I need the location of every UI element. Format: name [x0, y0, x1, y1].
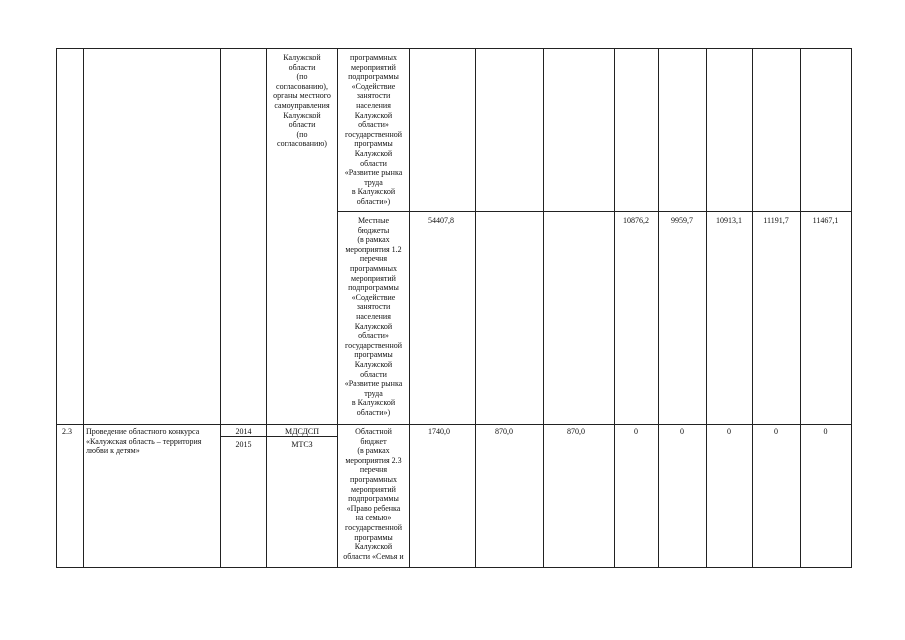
local-value-2017: 9959,7 [671, 216, 693, 225]
item-value-2015: 870,0 [567, 427, 585, 436]
item-year-start: 2014 [235, 427, 252, 436]
item-title: Проведение областного конкурса «Калужская область – территория любви к детям» [86, 427, 202, 456]
item-value-2014: 870,0 [495, 427, 513, 436]
item-value-2020: 0 [823, 427, 828, 436]
item-value-2018: 0 [727, 427, 731, 436]
local-value-2016: 10876,2 [623, 216, 649, 225]
item-funding-source: Областной бюджет (в рамках мероприятия 2.3 перечня программных мероприятий подпрограммы «Право ребенка на семью» государственной программы Калужской области «Семья и [343, 427, 404, 561]
item-org-secondary: МТСЗ [291, 440, 313, 449]
local-value-2019: 11191,7 [763, 216, 789, 225]
funding-source-local-budgets: Местные бюджеты (в рамках мероприятия 1.2 перечня программных мероприятий подпрограммы «Содействие занятости населения Калужской области» государственной программы Калужской области «Развитие рынка труда в Калужской области») [344, 216, 403, 417]
org-continuation-text: Калужской области (по согласованию), органы местного самоуправления Калужской области (по согласованию) [273, 53, 331, 149]
item-number: 2.3 [62, 427, 72, 436]
funding-source-continuation: программных мероприятий подпрограммы «Содействие занятости населения Калужской области» государственной программы Калужской области «Развитие рынка труда в Калужской области») [344, 53, 403, 206]
item-year-end: 2015 [235, 440, 252, 449]
local-value-2018: 10913,1 [716, 216, 742, 225]
local-total-value: 54407,8 [428, 216, 454, 225]
item-value-2019: 0 [774, 427, 778, 436]
item-value-2016: 0 [634, 427, 638, 436]
item-org-primary: МДСДСП [284, 427, 320, 436]
item-value-2017: 0 [680, 427, 684, 436]
local-value-2020: 11467,1 [812, 216, 839, 225]
item-total-value: 1740,0 [428, 427, 450, 436]
